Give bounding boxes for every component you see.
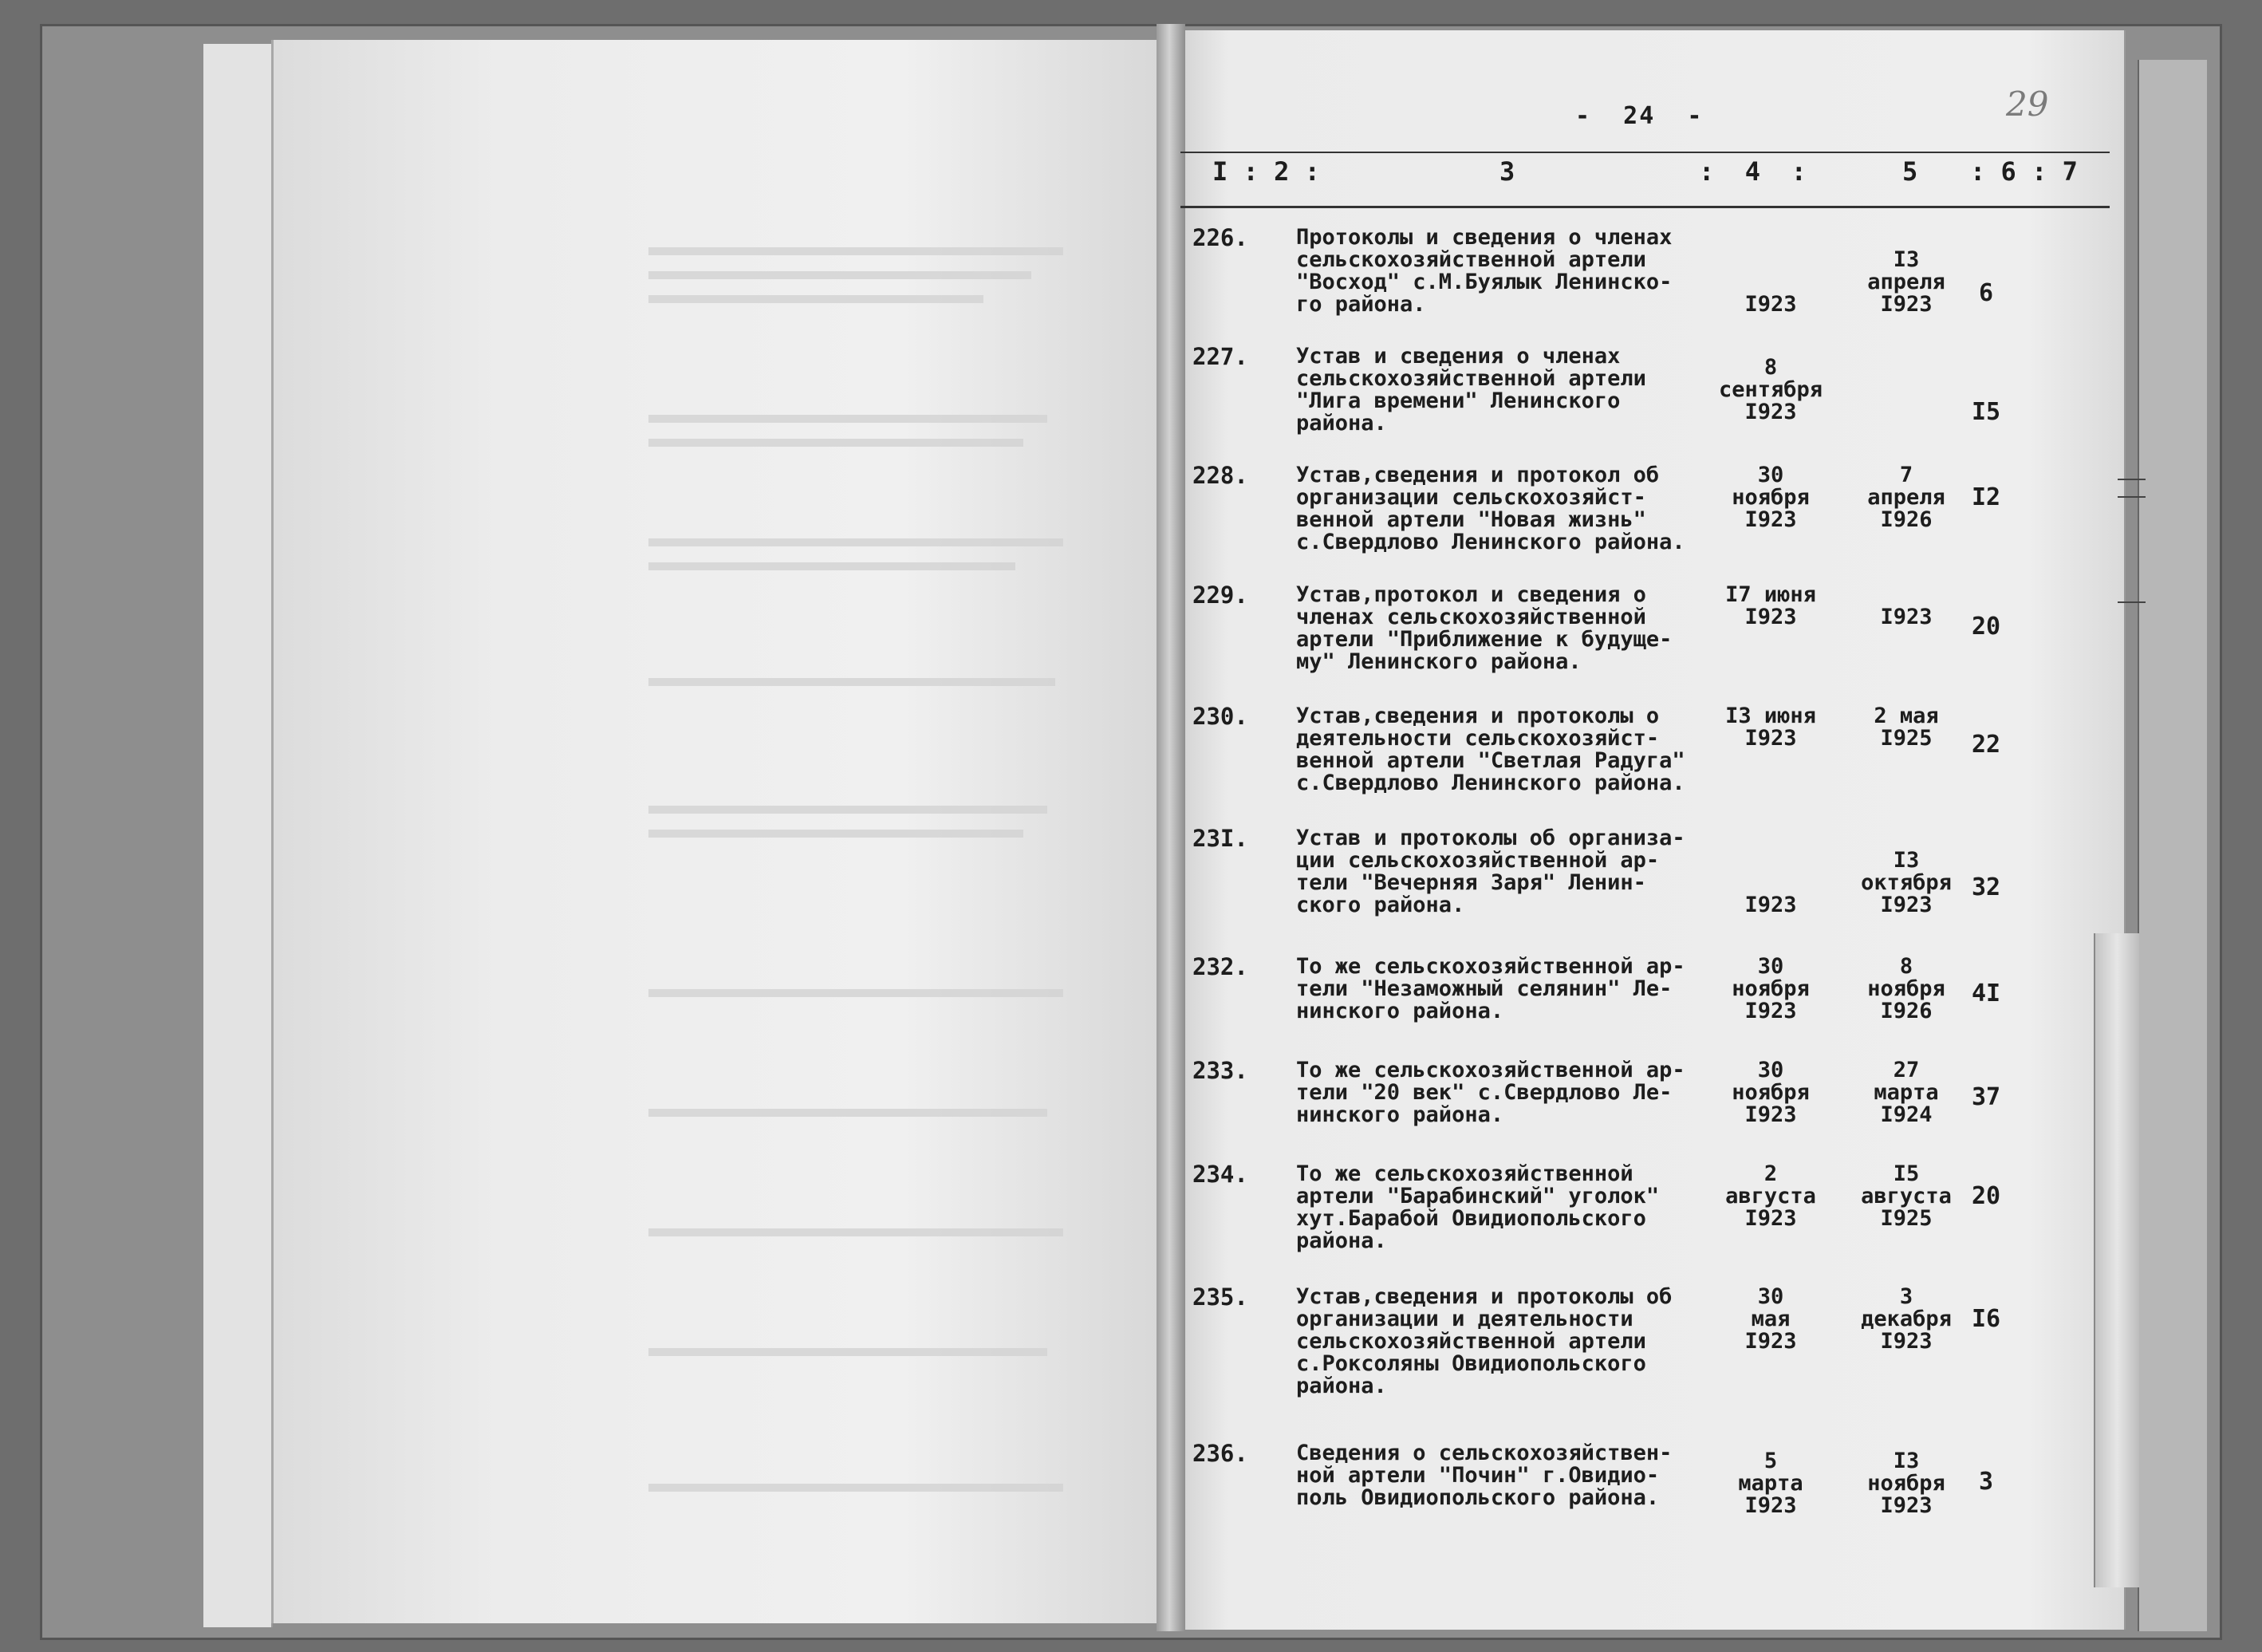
row-sheet-count: 20: [1971, 1182, 2001, 1210]
row-number: 236.: [1192, 1440, 1248, 1467]
row-sheet-count: 22: [1971, 731, 2001, 759]
row-title: То же сельскохозяйственной артели "Барабинский" уголок" хут.Барабой Овидиопольского района.: [1296, 1161, 1660, 1253]
row-number: 228.: [1192, 462, 1248, 489]
row-title: Устав,сведения и протоколы об организации и деятельности сельскохозяйственной артели с.Роксоляны Овидиопольского района.: [1296, 1284, 1673, 1398]
row-number: 232.: [1192, 953, 1248, 980]
row-number: 234.: [1192, 1161, 1248, 1188]
row-end-date: I5 августа I925: [1861, 1161, 1952, 1231]
margin-tick: [2118, 601, 2146, 603]
row-title: Устав,сведения и протокол об организации сельскохозяйст- венной артели "Новая жизнь" с.Свердлово Ленинского района.: [1296, 463, 1685, 554]
row-start-date: I923: [1744, 893, 1797, 917]
left-page: [271, 40, 1171, 1623]
row-end-date: 7 апреля I926: [1867, 463, 1945, 532]
row-start-date: 2 августа I923: [1725, 1161, 1816, 1231]
page-stack-edge: [250, 44, 273, 1627]
column-header-1-2: I : 2 :: [1212, 156, 1320, 187]
row-end-date: I3 октября I923: [1861, 848, 1952, 917]
row-sheet-count: 4I: [1971, 980, 2001, 1007]
row-end-date: 2 мая I925: [1874, 704, 1939, 751]
column-header-3: 3: [1499, 156, 1515, 187]
row-title: Устав и сведения о членах сельскохозяйственной артели "Лига времени" Ленинского района.: [1296, 344, 1646, 436]
row-end-date: I923: [1880, 605, 1933, 629]
row-number: 229.: [1192, 582, 1248, 609]
row-sheet-count: I2: [1971, 483, 2001, 511]
row-title: Устав,протокол и сведения о членах сельскохозяйственной артели "Приближение к будуще- му" Ленинского района.: [1296, 582, 1673, 674]
row-start-date: 5 марта I923: [1738, 1449, 1803, 1518]
row-number: 233.: [1192, 1057, 1248, 1084]
row-number: 230.: [1192, 703, 1248, 730]
column-header-5: 5: [1902, 156, 1918, 187]
page-stack-edge: [227, 44, 251, 1627]
row-title: То же сельскохозяйственной ар- тели "20 век" с.Свердлово Ле- нинского района.: [1296, 1058, 1685, 1127]
row-end-date: 3 декабря I923: [1861, 1284, 1952, 1354]
row-sheet-count: I6: [1971, 1305, 2001, 1333]
row-sheet-count: 32: [1971, 873, 2001, 901]
page-stack-edge: [203, 44, 229, 1627]
row-start-date: 8 сентября I923: [1718, 355, 1823, 424]
page-number: - 24 -: [1575, 102, 1704, 130]
header-rule-bottom: [1180, 206, 2110, 208]
row-end-date: I3 ноября I923: [1867, 1449, 1945, 1518]
cover-edge-right: [2138, 60, 2207, 1631]
row-title: Устав,сведения и протоколы о деятельности сельскохозяйст- венной артели "Светлая Радуга" с.Свердлово Ленинского района.: [1296, 704, 1685, 795]
margin-tick: [2118, 496, 2146, 498]
row-start-date: 30 мая I923: [1744, 1284, 1797, 1354]
archive-sheet-number: 29: [2006, 85, 2049, 124]
row-number: 227.: [1192, 343, 1248, 370]
row-title: То же сельскохозяйственной ар- тели "Незаможный селянин" Ле- нинского района.: [1296, 954, 1685, 1023]
column-header-4: : 4 :: [1699, 156, 1807, 187]
row-sheet-count: 37: [1971, 1083, 2001, 1111]
row-start-date: I3 июня I923: [1725, 704, 1816, 751]
row-start-date: 30 ноября I923: [1732, 954, 1810, 1023]
book-gutter: [1157, 24, 1185, 1631]
row-start-date: 30 ноября I923: [1732, 463, 1810, 532]
row-sheet-count: I5: [1971, 398, 2001, 426]
row-title: Протоколы и сведения о членах сельскохозяйственной артели "Восход" с.М.Буялык Ленинско- го района.: [1296, 225, 1673, 317]
row-sheet-count: 20: [1971, 613, 2001, 641]
row-number: 226.: [1192, 224, 1248, 251]
column-header-6-7: : 6 : 7: [1970, 156, 2078, 187]
row-sheet-count: 6: [1978, 279, 1994, 307]
row-start-date: 30 ноября I923: [1732, 1058, 1810, 1127]
row-sheet-count: 3: [1978, 1468, 1994, 1496]
row-end-date: I3 апреля I923: [1867, 247, 1945, 317]
row-end-date: 8 ноября I926: [1867, 954, 1945, 1023]
header-rule-top: [1180, 152, 2110, 153]
row-number: 235.: [1192, 1283, 1248, 1311]
row-start-date: I923: [1744, 292, 1797, 317]
torn-page-edge: [2094, 933, 2139, 1587]
row-start-date: I7 июня I923: [1725, 582, 1816, 629]
row-end-date: 27 марта I924: [1874, 1058, 1939, 1127]
row-title: Устав и протоколы об организа- ции сельскохозяйственной ар- тели "Вечерняя Заря" Ленин- ского района.: [1296, 826, 1685, 917]
margin-tick: [2118, 479, 2146, 480]
row-title: Сведения о сельскохозяйствен- ной артели "Почин" г.Овидио- поль Овидиопольского района.: [1296, 1441, 1673, 1510]
row-number: 23I.: [1192, 825, 1248, 852]
